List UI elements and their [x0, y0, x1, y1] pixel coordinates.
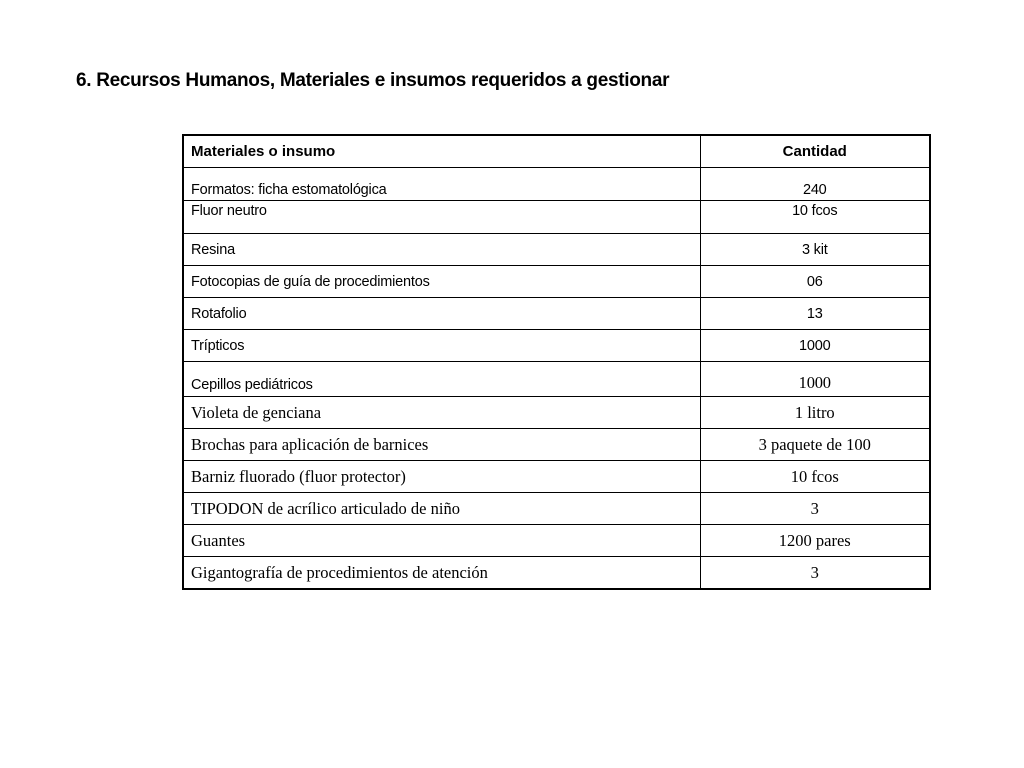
table-row: [183, 461, 930, 493]
material-cell: Cepillos pediátricos: [183, 362, 700, 397]
quantity-cell: 1000: [700, 362, 930, 397]
material-cell: TIPODON de acrílico articulado de niño: [183, 493, 700, 525]
quantity-cell: 240: [700, 168, 930, 201]
quantity-cell: 06: [700, 266, 930, 298]
material-cell: Gigantografía de procedimientos de atención: [183, 557, 700, 590]
quantity-cell: 10 fcos: [700, 461, 930, 493]
table-row: [183, 330, 930, 362]
table-row: [183, 525, 930, 557]
quantity-cell: 3 kit: [700, 234, 930, 266]
table-row: [183, 168, 930, 201]
quantity-cell: 3 paquete de 100: [700, 429, 930, 461]
material-cell: Violeta de genciana: [183, 397, 700, 429]
column-header-material: Materiales o insumo: [183, 135, 700, 168]
table-row: [183, 557, 930, 590]
table-row: [183, 429, 930, 461]
quantity-cell: 3: [700, 493, 930, 525]
table-row: [183, 298, 930, 330]
materials-table: [182, 134, 931, 590]
quantity-cell: 3: [700, 557, 930, 590]
quantity-cell: 13: [700, 298, 930, 330]
table-row: [183, 201, 930, 234]
quantity-cell: 1000: [700, 330, 930, 362]
table-row: [183, 397, 930, 429]
material-cell: Rotafolio: [183, 298, 700, 330]
material-cell: Barniz fluorado (fluor protector): [183, 461, 700, 493]
page-title: 6. Recursos Humanos, Materiales e insumos requeridos a gestionar: [76, 70, 670, 91]
table-row: [183, 266, 930, 298]
material-cell: Trípticos: [183, 330, 700, 362]
quantity-cell: 10 fcos: [700, 201, 930, 234]
table-header-row: [183, 135, 930, 168]
material-cell: Formatos: ficha estomatológica: [183, 168, 700, 201]
quantity-cell: 1200 pares: [700, 525, 930, 557]
table-row: [183, 362, 930, 397]
material-cell: Guantes: [183, 525, 700, 557]
material-cell: Fluor neutro: [183, 201, 700, 234]
material-cell: Fotocopias de guía de procedimientos: [183, 266, 700, 298]
material-cell: Resina: [183, 234, 700, 266]
column-header-quantity: Cantidad: [700, 135, 930, 168]
material-cell: Brochas para aplicación de barnices: [183, 429, 700, 461]
quantity-cell: 1 litro: [700, 397, 930, 429]
table-row: [183, 493, 930, 525]
table-row: [183, 234, 930, 266]
